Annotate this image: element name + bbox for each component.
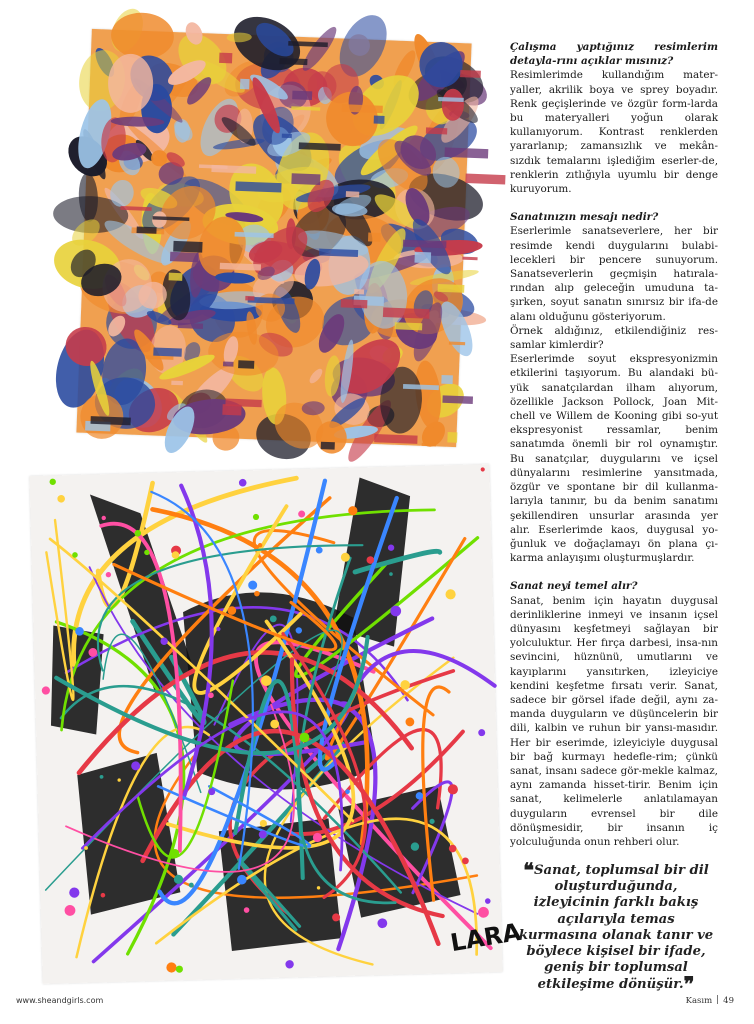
pull-quote (516, 858, 716, 997)
question-1: Çalışma yaptığınız resimlerim detayla-rını açıklar mısınız? (510, 41, 718, 68)
abstract-painting-drip (29, 464, 523, 984)
answer-4: Sanat, benim için hayatın duygusal derinliklerine inmeyi ve insanın içsel dünyasını keşfetmeyi sağlayan bir yolculuktur. Her fırça darbesi, insa-nın sevincini, hüznünü, umutlarını ve kayıplarını yansıtırken, izleyiciye kendini keşfetme fırsatı verir. Sanat, sadece bir görsel ifade değil, aynı za-manda duyguların ve düşüncelerin bir dili, kalbin ve ruhun bir yansı-masıdır. Her bir eserimde, izleyiciyle duygusal bir bağ kurmayı hedefle-rim; çünkü sanat, insanı sadece gör-mekle kalmaz, aynı zamanda hisset-tirir. Benim için sanat, kelimelerle anlatılamayan duyguların evrensel bir dile dönüşmesidir, bir insanın iç yolculuğunda onun rehberi olur. (510, 594, 718, 848)
footer-month: Kasım (685, 996, 713, 1006)
open-quote-icon: ❝ (523, 858, 535, 882)
footer-website: www.sheandgirls.com (16, 996, 104, 1005)
question-2: Sanatınızın mesajı nedir? (510, 211, 659, 224)
close-quote-icon: ❞ (683, 972, 695, 997)
question-4: Sanat neyi temel alır? (510, 580, 638, 593)
pull-quote-text: Sanat, toplumsal bir dil oluşturduğunda, izleyicinin farklı bakış açılarıyla temas kurmasına olanak tanır ve böylece kişisel bir ifade, geniş bir toplumsal etkileşime dönüşür. (518, 863, 714, 993)
article-column (510, 40, 718, 849)
abstract-painting-colorful (76, 29, 471, 447)
answer-3: Eserlerimde soyut ekspresyonizmin etkilerini taşıyorum. Bu alandaki bü-yük sanatçılardan ilham alıyorum, özellikle Jackson Pollock, Joan Mit-chell ve Willem de Kooning gibi so-yut ekspresyonist ressamlar, benim sanatımda önemli bir rol oynamıştır. Bu sanatçılar, duygularını ve içsel dünyalarını resimlerine yansıtmada, özgür ve spontane bir dil kullanma-larıyla tanınır, bu da benim sanatımı şekillendiren unsurlar arasında yer alır. Eserlerimde kaos, duygusal yo-ğunluk ve doğaçlamayı ön plana çı-karma anlayışımı oluşturmuşlardır. (510, 353, 718, 565)
artist-signature: LARA (448, 917, 523, 958)
page-number: 49 (723, 996, 734, 1006)
answer-1: Resimlerimde kullandığım mater-yaller, akrilik boya ve sprey boyadır. Renk geçişlerinde ve özgür form-larda bu materyalleri yoğun olarak kullanıyorum. Kontrast renklerden yararlanıp; zamansızlık ve mekân-sızdık temalarını işlediğim eserler-de, renklerin zıtlığıyla uyumlu bir denge kuruyorum. (510, 69, 718, 196)
question-3-inline: Örnek aldığınız, etkilendiğiniz res-samlar kimlerdir? (510, 324, 718, 352)
answer-2: Eserlerimle sanatseverlere, her bir resimde kendi duygularını bulabi-lecekleri bir pencere sunuyorum. Sanatseverlerin geçmişin hatırala-rından alıp geleceğin umuduna ta-şırken, soyut sanatın sınırsız bir ifa-de alanı olduğunu gösteriyorum. (510, 225, 718, 323)
footer-page-info (686, 995, 734, 1006)
